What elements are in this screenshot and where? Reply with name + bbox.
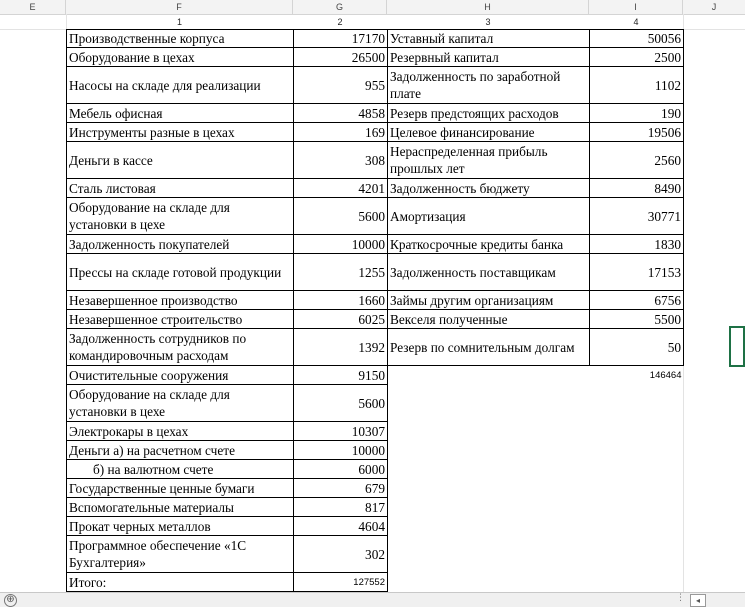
table-row bbox=[67, 498, 684, 517]
asset-label-cell[interactable]: Деньги а) на расчетном счете bbox=[67, 441, 294, 460]
asset-value-cell[interactable]: 10000 bbox=[294, 441, 388, 460]
asset-value-cell[interactable]: 308 bbox=[294, 142, 388, 179]
column-header-g[interactable]: G bbox=[293, 0, 387, 14]
asset-value-cell[interactable]: 1255 bbox=[294, 254, 388, 291]
table-row bbox=[67, 573, 684, 592]
column-number: 4 bbox=[633, 17, 639, 27]
liability-value-cell[interactable]: 30771 bbox=[590, 198, 684, 235]
liability-label-cell[interactable]: Резервный капитал bbox=[388, 48, 590, 67]
liability-value-cell[interactable]: 1102 bbox=[590, 67, 684, 104]
asset-value-cell[interactable]: 955 bbox=[294, 67, 388, 104]
asset-value-cell[interactable]: 817 bbox=[294, 498, 388, 517]
asset-label-cell[interactable]: Оборудование в цехах bbox=[67, 48, 294, 67]
asset-value-cell[interactable]: 26500 bbox=[294, 48, 388, 67]
liability-label-cell[interactable]: Задолженность по заработной плате bbox=[388, 67, 590, 104]
asset-value-cell[interactable]: 9150 bbox=[294, 366, 388, 385]
column-header-j[interactable]: J bbox=[711, 2, 717, 12]
liability-value-cell[interactable]: 2560 bbox=[590, 142, 684, 179]
table-row bbox=[67, 310, 684, 329]
column-number: 2 bbox=[337, 17, 343, 27]
liability-label-cell[interactable]: Займы другим организациям bbox=[388, 291, 590, 310]
asset-label-cell[interactable]: Задолженность покупателей bbox=[67, 235, 294, 254]
liability-label-cell[interactable]: Задолженность бюджету bbox=[388, 179, 590, 198]
asset-value-cell[interactable]: 302 bbox=[294, 536, 388, 573]
asset-label-cell[interactable]: Оборудование на складе для установки в цехе bbox=[67, 385, 294, 422]
table-row bbox=[67, 422, 684, 441]
asset-value-cell[interactable]: 1392 bbox=[294, 329, 388, 366]
table-row bbox=[67, 123, 684, 142]
column-header-f[interactable]: F bbox=[66, 0, 293, 14]
add-sheet-icon[interactable]: ⊕ bbox=[4, 594, 17, 607]
table-row bbox=[67, 329, 684, 366]
asset-label-cell[interactable]: Электрокары в цехах bbox=[67, 422, 294, 441]
empty-cell[interactable] bbox=[388, 460, 590, 479]
empty-cell[interactable] bbox=[590, 479, 684, 498]
asset-label-cell[interactable]: Программное обеспечение «1С Бухгалтерия» bbox=[67, 536, 294, 573]
asset-value-cell[interactable]: 4858 bbox=[294, 104, 388, 123]
table-row bbox=[67, 254, 684, 291]
asset-value-cell[interactable]: 5600 bbox=[294, 385, 388, 422]
asset-label-cell[interactable]: Оборудование на складе для установки в цехе bbox=[67, 198, 294, 235]
table-row bbox=[67, 460, 684, 479]
asset-total-cell[interactable]: 127552 bbox=[294, 573, 388, 592]
liability-value-cell[interactable]: 6756 bbox=[590, 291, 684, 310]
asset-label-cell[interactable]: Задолженность сотрудников по командировочным расходам bbox=[67, 329, 294, 366]
asset-label-cell[interactable]: Сталь листовая bbox=[67, 179, 294, 198]
liability-label-cell[interactable]: Уставный капитал bbox=[388, 30, 590, 48]
empty-cell[interactable] bbox=[388, 479, 590, 498]
liability-label-cell[interactable]: Нераспределенная прибыль прошлых лет bbox=[388, 142, 590, 179]
liability-value-cell[interactable]: 50056 bbox=[590, 30, 684, 48]
liability-label-cell[interactable]: Векселя полученные bbox=[388, 310, 590, 329]
liability-value-cell[interactable]: 2500 bbox=[590, 48, 684, 67]
liability-label-cell[interactable]: Резерв по сомнительным долгам bbox=[388, 329, 590, 366]
table-row bbox=[67, 104, 684, 123]
table-row bbox=[67, 48, 684, 67]
asset-label-cell[interactable]: Очистительные сооружения bbox=[67, 366, 294, 385]
empty-cell[interactable] bbox=[590, 536, 684, 573]
asset-value-cell[interactable]: 4604 bbox=[294, 517, 388, 536]
column-header-e[interactable]: E bbox=[0, 0, 66, 14]
asset-label-cell[interactable]: б) на валютном счете bbox=[67, 460, 294, 479]
liability-label-cell[interactable]: Краткосрочные кредиты банка bbox=[388, 235, 590, 254]
empty-cell[interactable] bbox=[590, 422, 684, 441]
empty-cell[interactable] bbox=[590, 460, 684, 479]
asset-label-cell[interactable]: Инструменты разные в цехах bbox=[67, 123, 294, 142]
empty-cell[interactable] bbox=[590, 573, 684, 592]
more-options-icon[interactable]: ⋮ bbox=[676, 593, 685, 603]
table-row bbox=[67, 67, 684, 104]
liability-value-cell[interactable]: 50 bbox=[590, 329, 684, 366]
liability-value-cell[interactable]: 1830 bbox=[590, 235, 684, 254]
empty-cell[interactable] bbox=[388, 441, 590, 460]
liability-label-cell[interactable]: Резерв предстоящих расходов bbox=[388, 104, 590, 123]
table-row bbox=[67, 142, 684, 179]
liability-label-cell[interactable]: Целевое финансирование bbox=[388, 123, 590, 142]
empty-cell[interactable] bbox=[388, 517, 590, 536]
asset-label-cell[interactable]: Незавершенное производство bbox=[67, 291, 294, 310]
asset-label-cell[interactable]: Деньги в кассе bbox=[67, 142, 294, 179]
empty-cell[interactable] bbox=[388, 573, 590, 592]
empty-cell[interactable] bbox=[590, 498, 684, 517]
table-row bbox=[67, 235, 684, 254]
asset-label-cell[interactable]: Незавершенное строительство bbox=[67, 310, 294, 329]
asset-value-cell[interactable]: 5600 bbox=[294, 198, 388, 235]
balance-table bbox=[66, 29, 684, 592]
liability-value-cell[interactable]: 5500 bbox=[590, 310, 684, 329]
asset-label-cell[interactable]: Прессы на складе готовой продукции bbox=[67, 254, 294, 291]
table-row bbox=[67, 479, 684, 498]
scroll-left-icon[interactable]: ◂ bbox=[690, 594, 706, 607]
column-header-i[interactable]: I bbox=[589, 0, 683, 14]
table-row bbox=[67, 291, 684, 310]
empty-cell[interactable] bbox=[590, 385, 684, 422]
asset-value-cell[interactable]: 169 bbox=[294, 123, 388, 142]
asset-value-cell[interactable]: 17170 bbox=[294, 30, 388, 48]
column-number: 3 bbox=[485, 17, 491, 27]
empty-cell[interactable] bbox=[388, 385, 590, 422]
table-row bbox=[67, 366, 684, 385]
table-row bbox=[67, 198, 684, 235]
asset-value-cell[interactable]: 4201 bbox=[294, 179, 388, 198]
asset-label-cell[interactable]: Насосы на складе для реализации bbox=[67, 67, 294, 104]
liability-label-cell[interactable]: Задолженность поставщикам bbox=[388, 254, 590, 291]
liability-value-cell[interactable]: 19506 bbox=[590, 123, 684, 142]
asset-value-cell[interactable]: 10000 bbox=[294, 235, 388, 254]
table-row bbox=[67, 536, 684, 573]
asset-label-cell[interactable]: Производственные корпуса bbox=[67, 30, 294, 48]
liability-value-cell[interactable]: 8490 bbox=[590, 179, 684, 198]
table-row bbox=[67, 179, 684, 198]
liability-total-cell[interactable]: 146464 bbox=[649, 369, 682, 381]
table-row bbox=[67, 441, 684, 460]
table-row bbox=[67, 517, 684, 536]
asset-value-cell[interactable]: 6000 bbox=[294, 460, 388, 479]
asset-label-cell[interactable]: Мебель офисная bbox=[67, 104, 294, 123]
empty-cell[interactable] bbox=[388, 422, 590, 441]
column-number: 1 bbox=[176, 17, 182, 27]
empty-cell[interactable] bbox=[590, 441, 684, 460]
asset-value-cell[interactable]: 6025 bbox=[294, 310, 388, 329]
empty-cell[interactable] bbox=[388, 536, 590, 573]
asset-value-cell[interactable]: 1660 bbox=[294, 291, 388, 310]
asset-label-cell[interactable]: Прокат черных металлов bbox=[67, 517, 294, 536]
sheet-tab-bar bbox=[0, 592, 745, 607]
liability-value-cell[interactable]: 190 bbox=[590, 104, 684, 123]
empty-cell[interactable] bbox=[388, 366, 590, 385]
table-row bbox=[67, 30, 684, 48]
column-header-bar bbox=[0, 0, 745, 15]
asset-value-cell[interactable]: 10307 bbox=[294, 422, 388, 441]
table-row bbox=[67, 385, 684, 422]
total-label-cell[interactable]: Итого: bbox=[67, 573, 294, 592]
asset-label-cell[interactable]: Государственные ценные бумаги bbox=[67, 479, 294, 498]
liability-value-cell[interactable]: 17153 bbox=[590, 254, 684, 291]
liability-label-cell[interactable]: Амортизация bbox=[388, 198, 590, 235]
selected-cell-indicator[interactable] bbox=[729, 326, 745, 367]
empty-cell[interactable] bbox=[590, 517, 684, 536]
column-header-h[interactable]: H bbox=[387, 0, 589, 14]
asset-value-cell[interactable]: 679 bbox=[294, 479, 388, 498]
asset-label-cell[interactable]: Вспомогательные материалы bbox=[67, 498, 294, 517]
empty-cell[interactable] bbox=[388, 498, 590, 517]
